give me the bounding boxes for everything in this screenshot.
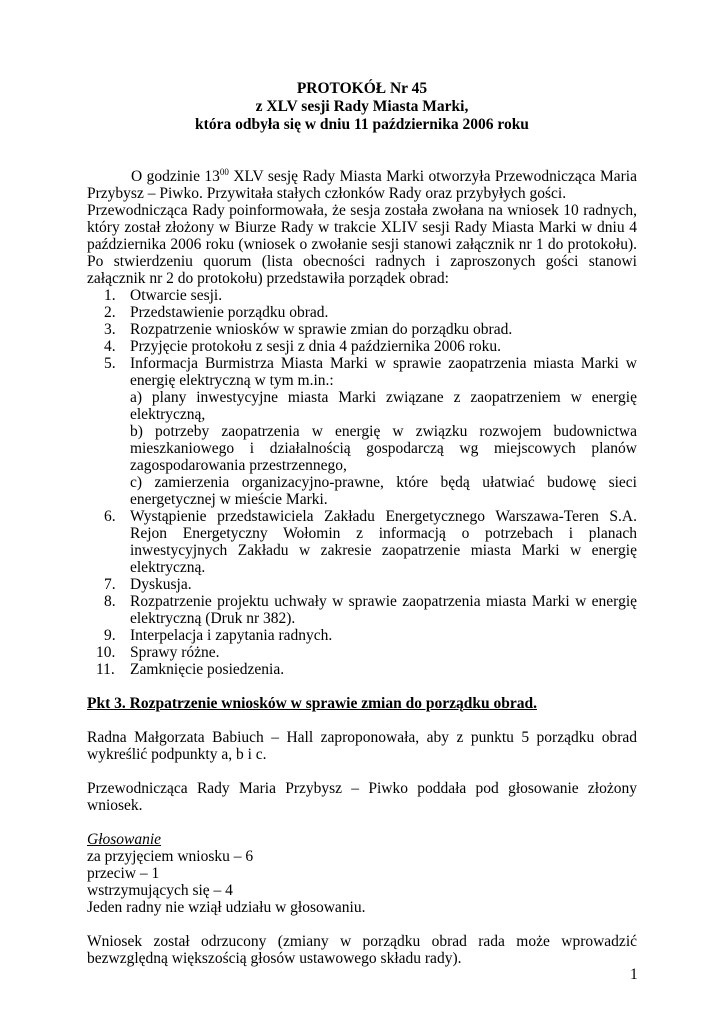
- intro-rest: XLV sesję Rady Miasta Marki otworzyła Przewodnicząca Maria Przybysz – Piwko. Przywitała stałych członków Rady oraz przybyłych gości.: [87, 168, 637, 202]
- agenda-item-number: 10.: [96, 644, 116, 661]
- agenda-item-number: 3.: [104, 321, 116, 338]
- vote-absent: Jeden radny nie wziął udziału w głosowaniu.: [87, 899, 366, 916]
- agenda-item: [87, 304, 637, 321]
- document-page: [87, 80, 637, 967]
- agenda-item: [87, 355, 637, 508]
- agenda-item: [87, 338, 637, 355]
- document-title: [87, 80, 637, 134]
- agenda-item: [87, 661, 637, 678]
- vote-abstain: wstrzymujących się – 4: [87, 882, 233, 899]
- section-heading: Pkt 3. Rozpatrzenie wniosków w sprawie zmian do porządku obrad.: [87, 695, 537, 712]
- intro-start: O godzinie 13: [131, 168, 220, 185]
- page-number: 1: [630, 966, 638, 983]
- agenda-item: [87, 593, 637, 627]
- section-paragraph-1: Radna Małgorzata Babiuch – Hall zaproponowała, aby z punktu 5 porządku obrad wykreślić podpunkty a, b i c.: [87, 729, 637, 763]
- agenda-item: [87, 287, 637, 304]
- agenda-item: [87, 644, 637, 661]
- intro-paragraph: [87, 168, 637, 202]
- agenda-list: [87, 287, 637, 678]
- agenda-item-number: 11.: [96, 661, 115, 678]
- vote-for: za przyjęciem wniosku – 6: [87, 848, 254, 865]
- agenda-item: [87, 508, 637, 576]
- vote-block: [87, 831, 637, 916]
- agenda-item-text: Dyskusja.: [130, 576, 192, 593]
- agenda-item-number: 9.: [104, 627, 116, 644]
- agenda-item-text: Zamknięcie posiedzenia.: [130, 661, 285, 678]
- agenda-item-number: 7.: [104, 576, 116, 593]
- agenda-item-text: Wystąpienie przedstawiciela Zakładu Energetycznego Warszawa-Teren S.A. Rejon Energetyczny Wołomin z informacją o potrzebach i planach inwestycyjnych Zakładu w zakresie zaopatrzenie miasta Marki w energię elektryczną.: [130, 508, 637, 576]
- section-paragraph-3: Wniosek został odrzucony (zmiany w porządku obrad rada może wprowadzić bezwzględną większością głosów ustawowego składu rady).: [87, 933, 637, 967]
- agenda-subitem-a: a) plany inwestycyjne miasta Marki związane z zaopatrzeniem w energię elektryczną,: [130, 389, 637, 423]
- agenda-item-text: Rozpatrzenie wniosków w sprawie zmian do porządku obrad.: [130, 321, 513, 338]
- vote-label: Głosowanie: [87, 831, 162, 848]
- agenda-subitem-b: b) potrzeby zaopatrzenia w energię w związku rozwojem budownictwa mieszkaniowego i działalnością gospodarczą wg miejscowych planów zagospodarowania przestrzennego,: [130, 423, 637, 474]
- agenda-item-number: 1.: [104, 287, 116, 304]
- agenda-item: [87, 576, 637, 593]
- intro-time-sup: 00: [219, 167, 229, 177]
- agenda-item-text: Przedstawienie porządku obrad.: [130, 304, 329, 321]
- agenda-item-number: 4.: [104, 338, 116, 355]
- title-line-1: PROTOKÓŁ Nr 45: [296, 80, 428, 97]
- title-line-2: z XLV sesji Rady Miasta Marki,: [255, 98, 469, 115]
- agenda-item-text: Rozpatrzenie projektu uchwały w sprawie zaopatrzenia miasta Marki w energię elektryczną (Druk nr 382).: [130, 593, 637, 627]
- agenda-item: [87, 627, 637, 644]
- agenda-item-number: 6.: [104, 508, 116, 525]
- agenda-item-number: 5.: [104, 355, 116, 372]
- agenda-item-text: Otwarcie sesji.: [130, 287, 223, 304]
- vote-against: przeciw – 1: [87, 865, 160, 882]
- agenda-item-text: Przyjęcie protokołu z sesji z dnia 4 października 2006 roku.: [130, 338, 502, 355]
- agenda-item-number: 8.: [104, 593, 116, 610]
- section-paragraph-2: Przewodnicząca Rady Maria Przybysz – Piwko poddała pod głosowanie złożony wniosek.: [87, 780, 637, 814]
- agenda-item-text: Sprawy różne.: [130, 644, 220, 661]
- title-line-3: która odbyła się w dniu 11 października 2006 roku: [195, 116, 529, 133]
- agenda-item: [87, 321, 637, 338]
- agenda-subitem-c: c) zamierzenia organizacyjno-prawne, które będą ułatwiać budowę sieci energetycznej w mieście Marki.: [130, 474, 637, 508]
- intro-paragraph-2: Przewodnicząca Rady poinformowała, że sesja została zwołana na wniosek 10 radnych, który został złożony w Biurze Rady w trakcie XLIV sesji Rady Miasta Marki w dniu 4 października 2006 roku (wniosek o zwołanie sesji stanowi załącznik nr 1 do protokołu). Po stwierdzeniu quorum (lista obecności radnych i zaproszonych gości stanowi załącznik nr 2 do protokołu) przedstawiła porządek obrad:: [87, 202, 637, 287]
- agenda-item-text: Interpelacja i zapytania radnych.: [130, 627, 333, 644]
- agenda-item-number: 2.: [104, 304, 116, 321]
- agenda-item-text: Informacja Burmistrza Miasta Marki w sprawie zaopatrzenia miasta Marki w energię elektryczną w tym m.in.:: [130, 355, 637, 389]
